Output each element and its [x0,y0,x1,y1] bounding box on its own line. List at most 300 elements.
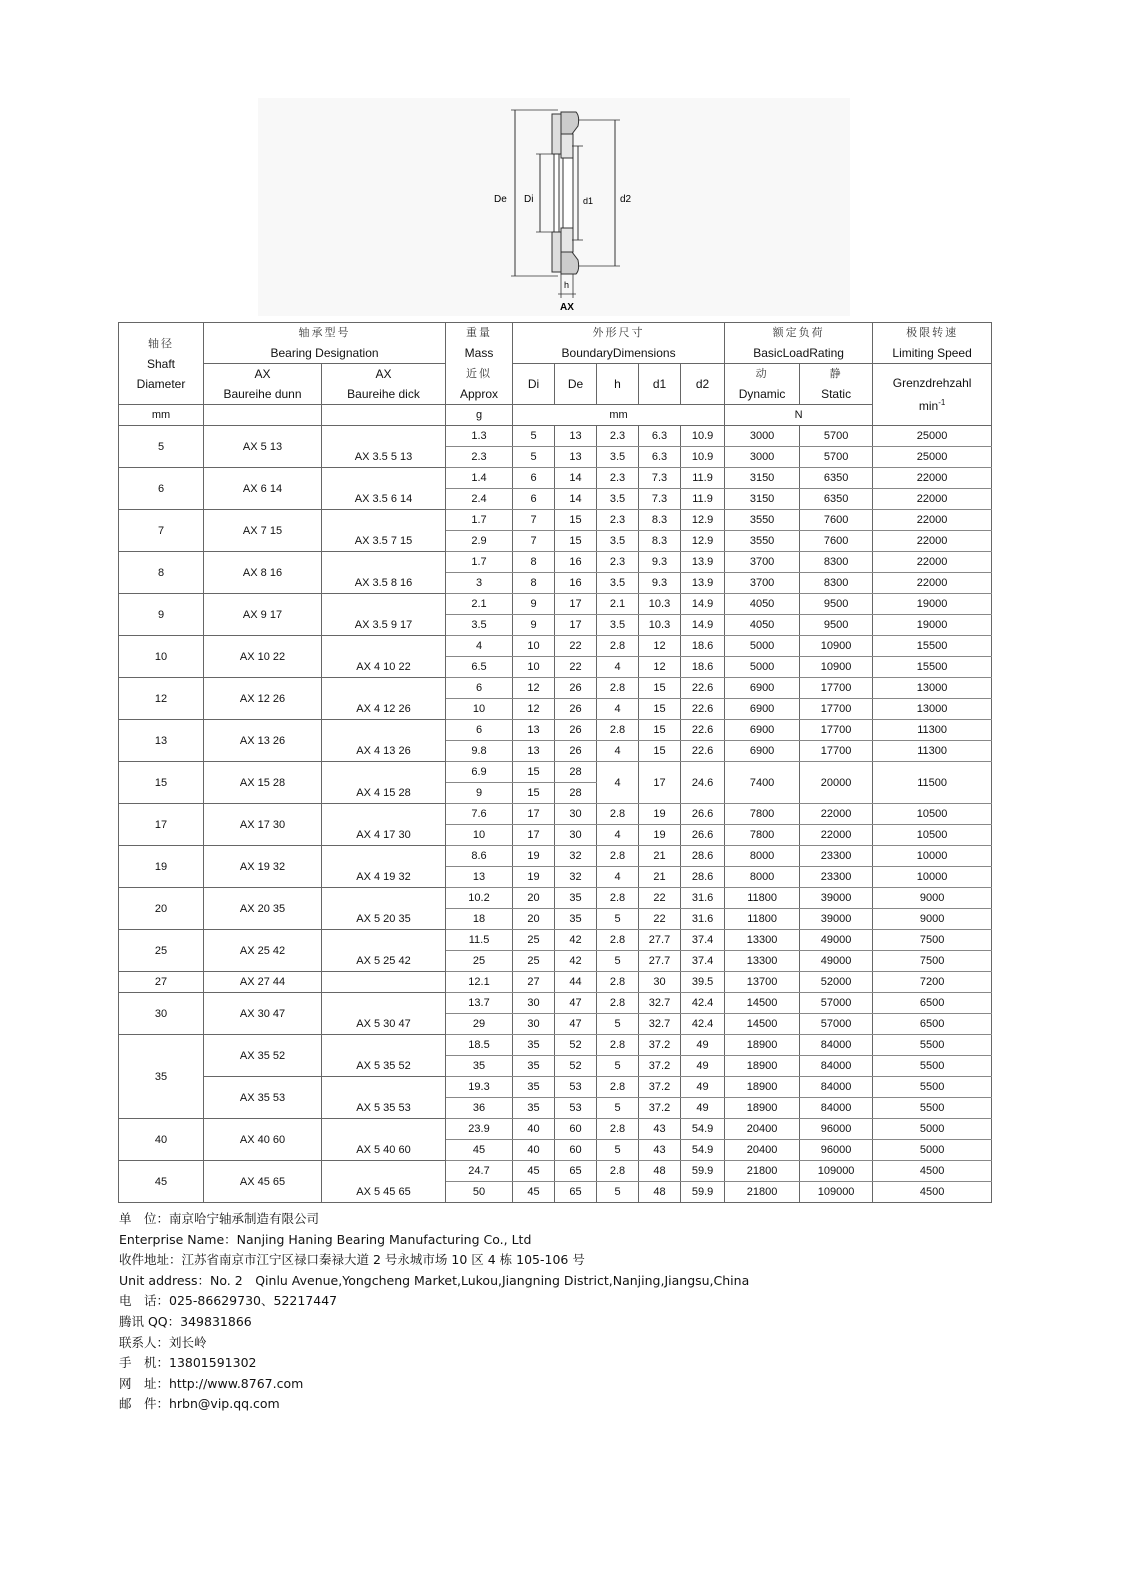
designation-dick: AX 3.5 9 17 [322,594,446,636]
shaft-en2: Diameter [136,376,186,391]
contact-phone: 电 话：025-86629730、52217447 [119,1293,338,1309]
cell-dynamic: 21800 [725,1161,800,1182]
cell-d1: 7.3 [639,489,681,510]
shaft-cell: 12 [119,678,204,720]
cell-static: 109000 [800,1182,873,1203]
cell-d1: 15 [639,678,681,699]
cell-d2: 39.5 [681,972,725,993]
cell-static: 9500 [800,594,873,615]
cell-dynamic: 13300 [725,951,800,972]
cell-dynamic: 11800 [725,909,800,930]
designation-en: Bearing Designation [270,346,379,360]
label-d2: d2 [620,194,632,205]
cell-h: 2.1 [597,594,639,615]
cell-mass: 1.3 [446,426,513,447]
designation-dun: AX 6 14 [204,468,322,510]
cell-speed: 22000 [873,531,992,552]
cell-di: 5 [513,447,555,468]
designation-dun: AX 17 30 [204,804,322,846]
cell-mass: 1.4 [446,468,513,489]
cell-de: 42 [555,951,597,972]
cell-mass: 25 [446,951,513,972]
cell-static: 84000 [800,1077,873,1098]
cell-di: 45 [513,1182,555,1203]
cell-dynamic: 5000 [725,657,800,678]
cell-h: 3.5 [597,447,639,468]
cell-di: 13 [513,741,555,762]
cell-static: 23300 [800,846,873,867]
cell-di: 40 [513,1119,555,1140]
cell-h: 4 [597,699,639,720]
designation-dick: AX 5 30 47 [322,993,446,1035]
cell-mass: 45 [446,1140,513,1161]
designation-dun: AX 35 52 [204,1035,322,1077]
cell-dynamic: 7800 [725,825,800,846]
cell-de: 13 [555,447,597,468]
cell-dynamic: 18900 [725,1098,800,1119]
cell-mass: 6 [446,720,513,741]
cell-de: 42 [555,930,597,951]
cell-dynamic: 13300 [725,930,800,951]
cell-mass: 2.3 [446,447,513,468]
cell-d2: 54.9 [681,1140,725,1161]
table-row [119,762,992,783]
contact-website[interactable]: 网 址：http://www.8767.com [119,1375,304,1391]
cell-d2: 49 [681,1056,725,1077]
series1-header [204,364,322,405]
mass-header [446,323,513,364]
cell-mass: 24.7 [446,1161,513,1182]
cell-dynamic: 3550 [725,531,800,552]
approx-header [446,364,513,405]
table-row [119,594,992,615]
cell-d2: 54.9 [681,1119,725,1140]
shaft-cell: 17 [119,804,204,846]
cell-d1: 21 [639,867,681,888]
label-h: h [564,280,570,290]
cell-d1: 10.3 [639,594,681,615]
cell-di: 13 [513,720,555,741]
cell-static: 49000 [800,930,873,951]
cell-mass: 9 [446,783,513,804]
designation-zh: 轴承型号 [298,326,351,339]
cell-di: 8 [513,552,555,573]
series2-header [322,364,446,405]
cell-h: 2.8 [597,888,639,909]
cell-speed: 22000 [873,468,992,489]
cell-d2: 59.9 [681,1182,725,1203]
cell-dynamic: 20400 [725,1119,800,1140]
cell-d2: 37.4 [681,951,725,972]
cell-dynamic: 20400 [725,1140,800,1161]
cell-d1: 30 [639,972,681,993]
cell-d1: 43 [639,1119,681,1140]
cell-mass: 6.5 [446,657,513,678]
speed-en: Limiting Speed [892,346,972,360]
cell-de: 53 [555,1077,597,1098]
cell-static: 17700 [800,741,873,762]
cell-static: 23300 [800,867,873,888]
cell-speed: 10000 [873,867,992,888]
cell-d1: 12 [639,657,681,678]
table-row [119,846,992,867]
cell-d1: 15 [639,699,681,720]
cell-static: 8300 [800,552,873,573]
cell-di: 35 [513,1035,555,1056]
designation-dick: AX 5 35 52 [322,1035,446,1077]
cell-speed: 7500 [873,930,992,951]
cell-h: 2.8 [597,636,639,657]
cell-d2: 14.9 [681,615,725,636]
cell-dynamic: 14500 [725,1014,800,1035]
cell-de: 47 [555,993,597,1014]
cell-static: 39000 [800,888,873,909]
cell-mass: 1.7 [446,510,513,531]
cell-h: 5 [597,1056,639,1077]
cell-h: 2.8 [597,678,639,699]
cell-dynamic: 3700 [725,552,800,573]
cell-d1: 32.7 [639,1014,681,1035]
cell-speed: 10500 [873,804,992,825]
contact-address-en: Unit address：No. 2 Qinlu Avenue,Yongcheng Market,Lukou,Jiangning District,Nanjing,Jiangsu,China [119,1272,750,1288]
cell-speed: 19000 [873,594,992,615]
cell-di: 7 [513,510,555,531]
cell-d2: 22.6 [681,678,725,699]
cell-static: 84000 [800,1035,873,1056]
shaft-cell: 27 [119,972,204,993]
cell-h: 5 [597,1140,639,1161]
cell-di: 17 [513,825,555,846]
cell-h: 2.8 [597,804,639,825]
cell-d1: 48 [639,1182,681,1203]
designation-dun: AX 13 26 [204,720,322,762]
cell-d1: 21 [639,846,681,867]
cell-dynamic: 6900 [725,741,800,762]
cell-speed: 22000 [873,552,992,573]
cell-de: 16 [555,573,597,594]
speed-unit-sup: -1 [938,398,946,407]
cell-de: 53 [555,1098,597,1119]
cell-speed: 7200 [873,972,992,993]
cell-static: 49000 [800,951,873,972]
cell-dynamic: 8000 [725,867,800,888]
cell-static: 22000 [800,804,873,825]
cell-h: 2.3 [597,468,639,489]
cell-mass: 8.6 [446,846,513,867]
cell-static: 84000 [800,1098,873,1119]
dim-col-d1: d1 [639,364,681,405]
cell-mass: 2.4 [446,489,513,510]
designation-dun: AX 45 65 [204,1161,322,1203]
cell-speed: 22000 [873,489,992,510]
cell-di: 7 [513,531,555,552]
cell-static: 17700 [800,720,873,741]
label-d1: d1 [583,196,594,206]
shaft-zh: 轴径 [148,336,174,350]
cell-static: 52000 [800,972,873,993]
cell-di: 45 [513,1161,555,1182]
cell-di: 5 [513,426,555,447]
cell-mass: 18 [446,909,513,930]
cell-dynamic: 18900 [725,1056,800,1077]
series1-unit [204,405,322,426]
contact-enterprise: Enterprise Name：Nanjing Haning Bearing Manufacturing Co., Ltd [119,1231,532,1247]
table-header [119,323,992,426]
designation-dick: AX 3.5 8 16 [322,552,446,594]
designation-dick: AX 5 40 60 [322,1119,446,1161]
designation-dun: AX 5 13 [204,426,322,468]
cell-dynamic: 21800 [725,1182,800,1203]
table-row [119,636,992,657]
contact-unit: 单 位：南京哈宁轴承制造有限公司 [119,1211,320,1226]
cell-d2: 26.6 [681,804,725,825]
cell-speed: 4500 [873,1182,992,1203]
cell-di: 25 [513,951,555,972]
designation-dick: AX 5 25 42 [322,930,446,972]
designation-dun: AX 25 42 [204,930,322,972]
cell-di: 30 [513,993,555,1014]
cell-mass: 10 [446,825,513,846]
cell-di: 35 [513,1056,555,1077]
cell-d2: 37.4 [681,930,725,951]
shaft-unit: mm [119,405,204,426]
approx-en: Approx [460,386,499,401]
cell-d2: 49 [681,1098,725,1119]
cell-dynamic: 3150 [725,489,800,510]
cell-de: 35 [555,909,597,930]
cell-speed: 5500 [873,1098,992,1119]
cell-d2: 28.6 [681,867,725,888]
dynamic-header [725,364,800,405]
cell-d1: 9.3 [639,552,681,573]
mass-en: Mass [464,346,494,361]
contact-email[interactable]: 邮 件：hrbn@vip.qq.com [119,1396,280,1412]
series1-code: AX [254,367,271,381]
cell-speed: 11500 [873,762,992,804]
table-row [119,888,992,909]
table-row [119,510,992,531]
cell-di: 19 [513,846,555,867]
cell-d1: 22 [639,888,681,909]
cell-de: 14 [555,489,597,510]
cell-mass: 2.9 [446,531,513,552]
designation-dun: AX 15 28 [204,762,322,804]
designation-dun: AX 8 16 [204,552,322,594]
shaft-cell: 19 [119,846,204,888]
cell-speed: 10500 [873,825,992,846]
cell-d2: 12.9 [681,510,725,531]
cell-de: 26 [555,699,597,720]
cell-h: 3.5 [597,489,639,510]
designation-header [204,323,446,364]
cell-h: 2.3 [597,426,639,447]
cell-dynamic: 18900 [725,1077,800,1098]
cell-mass: 12.1 [446,972,513,993]
cell-mass: 29 [446,1014,513,1035]
cell-mass: 10.2 [446,888,513,909]
cell-h: 5 [597,951,639,972]
cell-de: 28 [555,762,597,783]
cell-speed: 19000 [873,615,992,636]
cell-h: 4 [597,741,639,762]
cell-static: 9500 [800,615,873,636]
cell-d1: 37.2 [639,1077,681,1098]
cell-h: 4 [597,825,639,846]
designation-dun: AX 10 22 [204,636,322,678]
contact-person: 联系人：刘长岭 [119,1334,207,1350]
cell-mass: 35 [446,1056,513,1077]
cell-de: 22 [555,657,597,678]
dim-col-di: Di [513,364,555,405]
load-en: BasicLoadRating [753,346,844,360]
cell-speed: 5500 [873,1035,992,1056]
designation-dun: AX 9 17 [204,594,322,636]
cell-di: 20 [513,888,555,909]
designation-dick [322,972,446,993]
cell-speed: 9000 [873,888,992,909]
table-row [119,426,992,447]
cell-d2: 22.6 [681,720,725,741]
cell-d1: 8.3 [639,531,681,552]
mass-unit: g [446,405,513,426]
cell-h: 2.8 [597,1119,639,1140]
cell-d2: 42.4 [681,993,725,1014]
cell-dynamic: 7800 [725,804,800,825]
cell-d1: 15 [639,720,681,741]
cell-speed: 7500 [873,951,992,972]
cell-h: 2.8 [597,846,639,867]
cell-static: 57000 [800,1014,873,1035]
cell-dynamic: 4050 [725,615,800,636]
speed-header [873,323,992,364]
cell-d1: 8.3 [639,510,681,531]
table-row [119,1077,992,1098]
cell-mass: 13.7 [446,993,513,1014]
cell-dynamic: 3700 [725,573,800,594]
designation-dick: AX 4 10 22 [322,636,446,678]
cell-mass: 3 [446,573,513,594]
cell-di: 15 [513,783,555,804]
contact-info [119,1209,999,1415]
cell-d2: 22.6 [681,741,725,762]
designation-dick: AX 4 12 26 [322,678,446,720]
cell-mass: 36 [446,1098,513,1119]
contact-qq: 腾讯 QQ：349831866 [119,1313,252,1329]
cell-h: 2.8 [597,1077,639,1098]
cell-d1: 12 [639,636,681,657]
cell-dynamic: 14500 [725,993,800,1014]
cell-mass: 6 [446,678,513,699]
cell-d1: 19 [639,804,681,825]
cell-static: 22000 [800,825,873,846]
contact-mobile: 手 机：13801591302 [119,1355,257,1371]
cell-static: 96000 [800,1119,873,1140]
cell-d1: 37.2 [639,1035,681,1056]
cell-di: 6 [513,489,555,510]
shaft-cell: 6 [119,468,204,510]
speed-de: Grenzdrehzahl [892,376,972,390]
cell-de: 44 [555,972,597,993]
cell-static: 10900 [800,657,873,678]
cell-mass: 9.8 [446,741,513,762]
cell-h: 2.8 [597,1161,639,1182]
cell-h: 4 [597,762,639,804]
cell-d2: 18.6 [681,657,725,678]
cell-static: 7600 [800,531,873,552]
static-header [800,364,873,405]
cell-static: 6350 [800,489,873,510]
cell-speed: 25000 [873,447,992,468]
cell-h: 2.8 [597,1035,639,1056]
cell-d2: 18.6 [681,636,725,657]
cell-d1: 48 [639,1161,681,1182]
cell-static: 17700 [800,678,873,699]
series2-code: AX [375,367,392,381]
cell-di: 10 [513,657,555,678]
cell-static: 17700 [800,699,873,720]
cell-de: 65 [555,1182,597,1203]
cell-d2: 26.6 [681,825,725,846]
cell-h: 3.5 [597,573,639,594]
cell-d2: 28.6 [681,846,725,867]
cell-h: 2.8 [597,972,639,993]
cell-h: 2.8 [597,720,639,741]
cell-speed: 9000 [873,909,992,930]
cell-static: 96000 [800,1140,873,1161]
cell-static: 20000 [800,762,873,804]
cell-d2: 14.9 [681,594,725,615]
cell-dynamic: 13700 [725,972,800,993]
cell-static: 5700 [800,447,873,468]
cell-di: 17 [513,804,555,825]
cell-d2: 13.9 [681,573,725,594]
cell-static: 109000 [800,1161,873,1182]
cell-h: 5 [597,1182,639,1203]
cell-d1: 7.3 [639,468,681,489]
cell-de: 17 [555,594,597,615]
contact-address-zh: 收件地址：江苏省南京市江宁区禄口秦禄大道 2 号永城市场 10 区 4 栋 105-106 号 [119,1252,585,1268]
cell-di: 8 [513,573,555,594]
shaft-cell: 7 [119,510,204,552]
table-body [119,426,992,1203]
cell-static: 84000 [800,1056,873,1077]
cell-di: 40 [513,1140,555,1161]
table-row [119,720,992,741]
shaft-cell: 15 [119,762,204,804]
bearing-diagram [258,98,850,316]
cell-d1: 6.3 [639,447,681,468]
cell-d2: 11.9 [681,468,725,489]
cell-speed: 13000 [873,699,992,720]
cell-de: 52 [555,1035,597,1056]
designation-dick: AX 3.5 5 13 [322,426,446,468]
cell-d2: 10.9 [681,426,725,447]
cell-de: 22 [555,636,597,657]
table-row [119,1119,992,1140]
cell-mass: 7.6 [446,804,513,825]
load-header [725,323,873,364]
load-unit: N [725,405,873,426]
cell-speed: 15500 [873,657,992,678]
series2-unit [322,405,446,426]
dynamic-zh: 动 [755,367,769,380]
speed-unit-text: min [918,399,939,413]
cell-h: 5 [597,1014,639,1035]
designation-dun: AX 40 60 [204,1119,322,1161]
cell-speed: 6500 [873,1014,992,1035]
cell-mass: 18.5 [446,1035,513,1056]
cell-dynamic: 3150 [725,468,800,489]
